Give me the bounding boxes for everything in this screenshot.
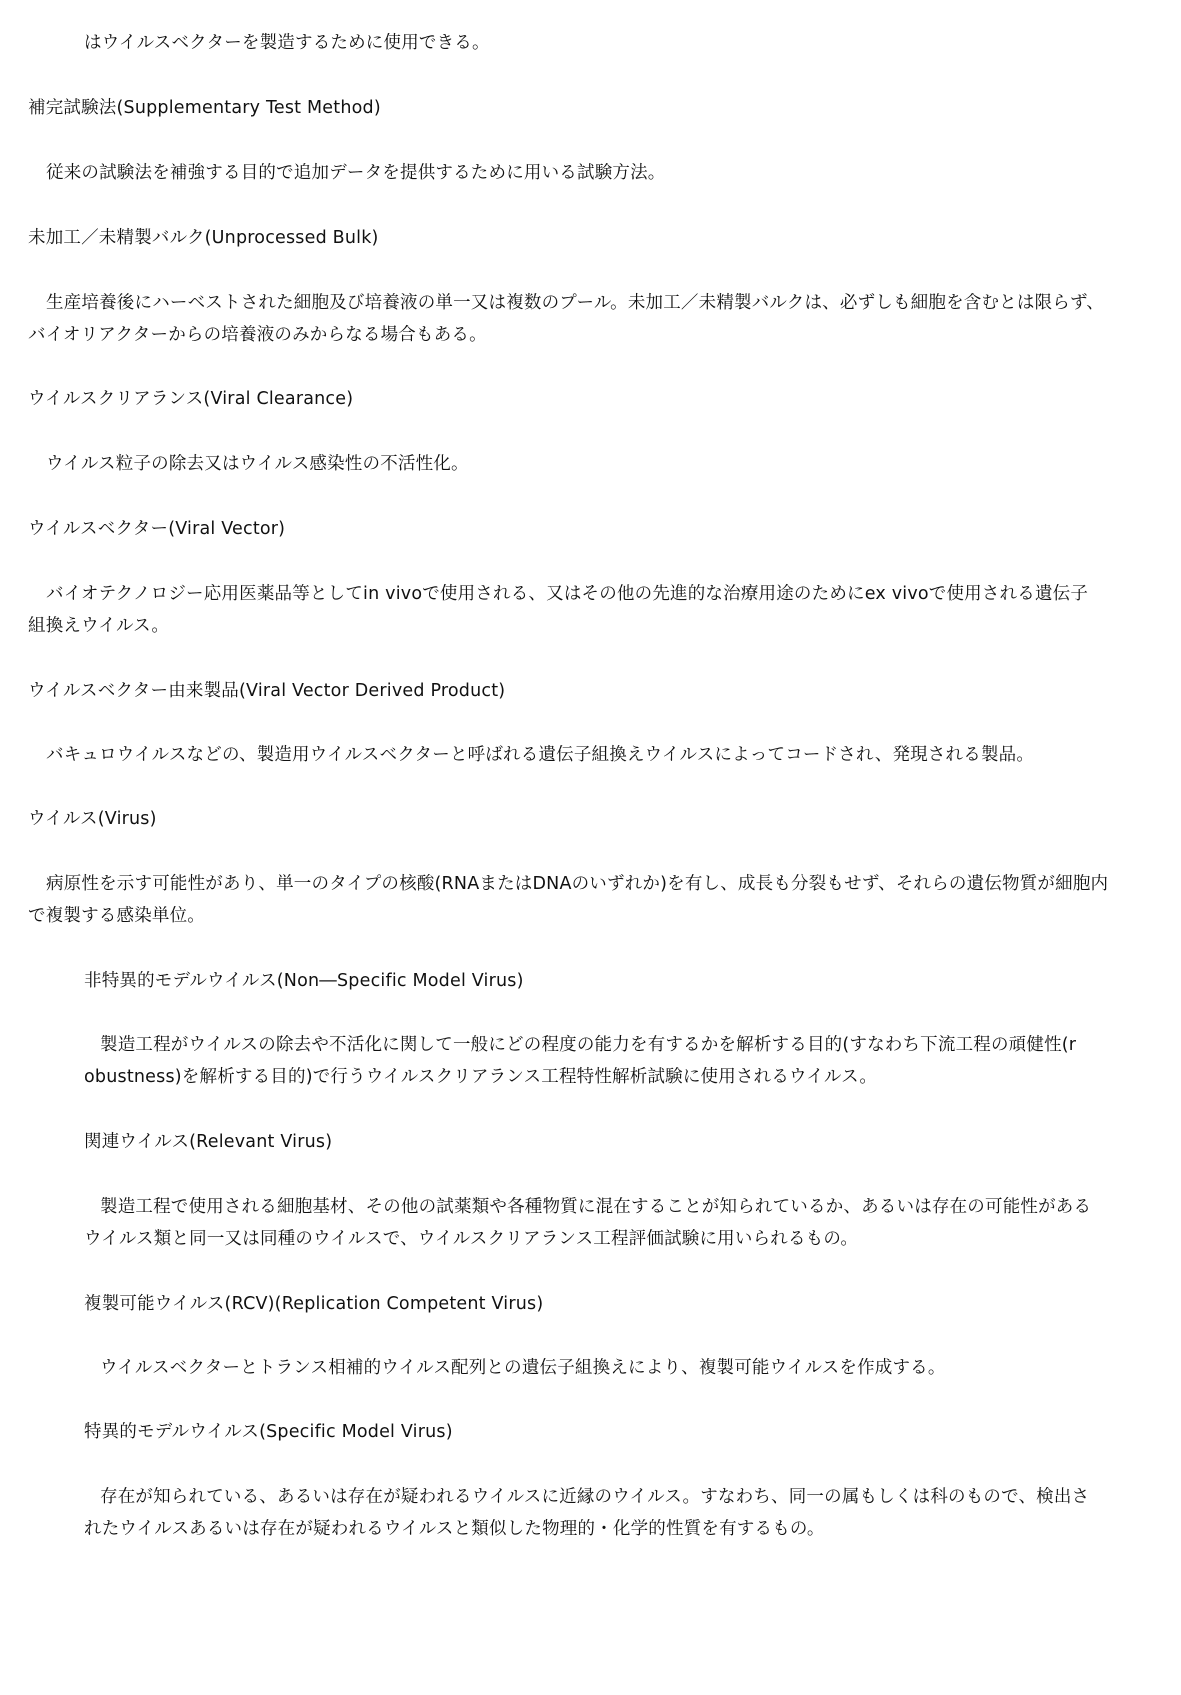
definition-unprocessed-bulk-line-1: 生産培養後にハーベストされた細胞及び培養液の単一又は複数のプール。未加工／未精製バルクは、必ずしも細胞を含むとは限らず、 — [46, 293, 1104, 313]
text-line-continuation: はウイルスベクターを製造するために使用できる。 — [84, 33, 490, 53]
term-viral-vector: ウイルスベクター(Viral Vector) — [28, 519, 286, 539]
definition-replication-competent-virus: ウイルスベクターとトランス相補的ウイルス配列との遺伝子組換えにより、複製可能ウイルスを作成する。 — [100, 1358, 946, 1378]
term-viral-vector-derived-product: ウイルスベクター由来製品(Viral Vector Derived Product) — [28, 681, 506, 701]
term-viral-clearance: ウイルスクリアランス(Viral Clearance) — [28, 389, 354, 409]
definition-viral-vector-line-2: 組換えウイルス。 — [28, 616, 170, 636]
definition-viral-clearance: ウイルス粒子の除去又はウイルス感染性の不活性化。 — [46, 454, 469, 474]
definition-supplementary-test-method: 従来の試験法を補強する目的で追加データを提供するために用いる試験方法。 — [46, 163, 666, 183]
term-relevant-virus: 関連ウイルス(Relevant Virus) — [84, 1132, 333, 1152]
term-unprocessed-bulk: 未加工／未精製バルク(Unprocessed Bulk) — [28, 228, 379, 248]
definition-relevant-virus-line-1: 製造工程で使用される細胞基材、その他の試薬類や各種物質に混在することが知られているか、あるいは存在の可能性がある — [100, 1197, 1092, 1217]
definition-virus-line-2: で複製する感染単位。 — [28, 906, 205, 926]
definition-specific-model-virus-line-1: 存在が知られている、あるいは存在が疑われるウイルスに近縁のウイルス。すなわち、同一の属もしくは科のもので、検出さ — [100, 1487, 1090, 1507]
term-replication-competent-virus: 複製可能ウイルス(RCV)(Replication Competent Virus) — [84, 1294, 544, 1314]
definition-virus-line-1: 病原性を示す可能性があり、単一のタイプの核酸(RNAまたはDNAのいずれか)を有し、成長も分裂もせず、それらの遺伝物質が細胞内 — [46, 874, 1109, 894]
term-virus: ウイルス(Virus) — [28, 809, 157, 829]
definition-specific-model-virus-line-2: れたウイルスあるいは存在が疑われるウイルスと類似した物理的・化学的性質を有するもの。 — [84, 1519, 825, 1539]
definition-unprocessed-bulk-line-2: バイオリアクターからの培養液のみからなる場合もある。 — [28, 325, 487, 345]
term-non-specific-model-virus: 非特異的モデルウイルス(Non―Specific Model Virus) — [84, 971, 524, 991]
definition-relevant-virus-line-2: ウイルス類と同一又は同種のウイルスで、ウイルスクリアランス工程評価試験に用いられるもの。 — [84, 1229, 859, 1249]
definition-viral-vector-derived-product: バキュロウイルスなどの、製造用ウイルスベクターと呼ばれる遺伝子組換えウイルスによってコードされ、発現される製品。 — [46, 745, 1035, 765]
definition-viral-vector-line-1: バイオテクノロジー応用医薬品等としてin vivoで使用される、又はその他の先進的な治療用途のためにex vivoで使用される遺伝子 — [46, 584, 1089, 604]
term-supplementary-test-method: 補完試験法(Supplementary Test Method) — [28, 98, 381, 118]
term-specific-model-virus: 特異的モデルウイルス(Specific Model Virus) — [84, 1422, 453, 1442]
definition-non-specific-model-virus-line-2: obustness)を解析する目的)で行うウイルスクリアランス工程特性解析試験に使用されるウイルス。 — [84, 1067, 878, 1087]
definition-non-specific-model-virus-line-1: 製造工程がウイルスの除去や不活化に関して一般にどの程度の能力を有するかを解析する目的(すなわち下流工程の頑健性(r — [100, 1035, 1077, 1055]
